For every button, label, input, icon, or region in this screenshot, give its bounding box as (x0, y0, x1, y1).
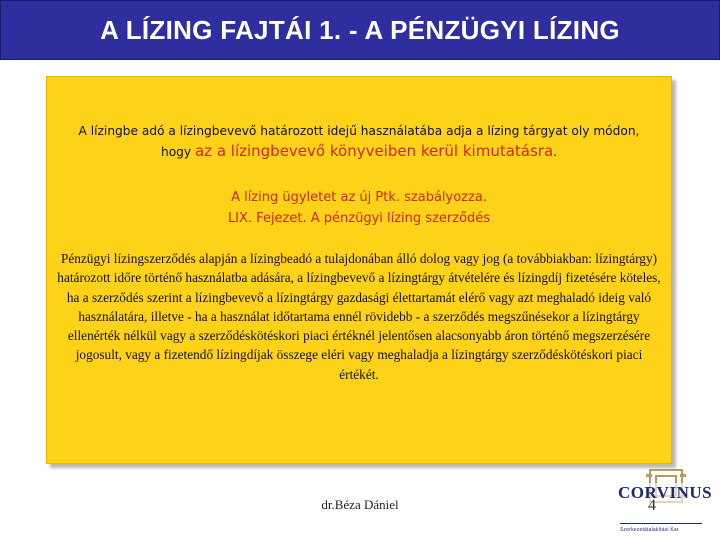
logo-divider (620, 523, 702, 524)
intro-line-1: A lízingbe adó a lízingbevevő határozott idejű használatába adja a lízing tárgyat oly módon, (78, 124, 640, 138)
footer-author: dr.Béza Dániel (321, 497, 399, 512)
law-reference (47, 187, 671, 229)
intro-lead: hogy (160, 145, 195, 159)
law-line-2: LIX. Fejezet. A pénzügyi lízing szerződés (227, 211, 491, 226)
slide-title: A LÍZING FAJTÁI 1. - A PÉNZÜGYI LÍZING (100, 14, 620, 45)
definition-paragraph: Pénzügyi lízingszerződés alapján a lízingbeadó a tulajdonában álló dolog vagy jog (a továbbiakban: lízingtárgy) határozott időre történő használatba adására, a lízingbevevő a lízingtárgy átvételére és lízingdíj fizetésére köteles, ha a szerződés szerint a lízingbevevő a lízingtárgy gazdasági élettartamát elérő vagy azt meghaladó ideig való használatára, illetve - ha a használat időtartama ennél rövidebb - a szerződés megszűnésekor a lízingtárgy ellenérték nélkül vagy a szerződéskötéskori piaci értéknél jelentősen alacsonyabb áron történő megszerzésére jogosult, vagy a fizetendő lízingdíjak összege eléri vagy meghaladja a lízingtárgy szerződéskötéskori piaci értékét. (57, 251, 661, 382)
intro-emphasis: az a lízingbevevő könyveiben kerül kimutatásra (194, 142, 554, 160)
logo-subtitle: Szerkezetátalakítási Kar (620, 527, 679, 533)
intro-paragraph (47, 121, 671, 162)
content-panel (46, 76, 672, 464)
slide-title-bar (0, 0, 720, 60)
intro-line-2 (47, 141, 671, 162)
logo-name: CORVINUS (618, 483, 713, 502)
law-line-1: A lízing ügyletet az új Ptk. szabályozza. (231, 190, 487, 205)
corvinus-logo (618, 466, 718, 538)
page-number: 4 (648, 497, 656, 514)
intro-end: . (553, 145, 558, 159)
